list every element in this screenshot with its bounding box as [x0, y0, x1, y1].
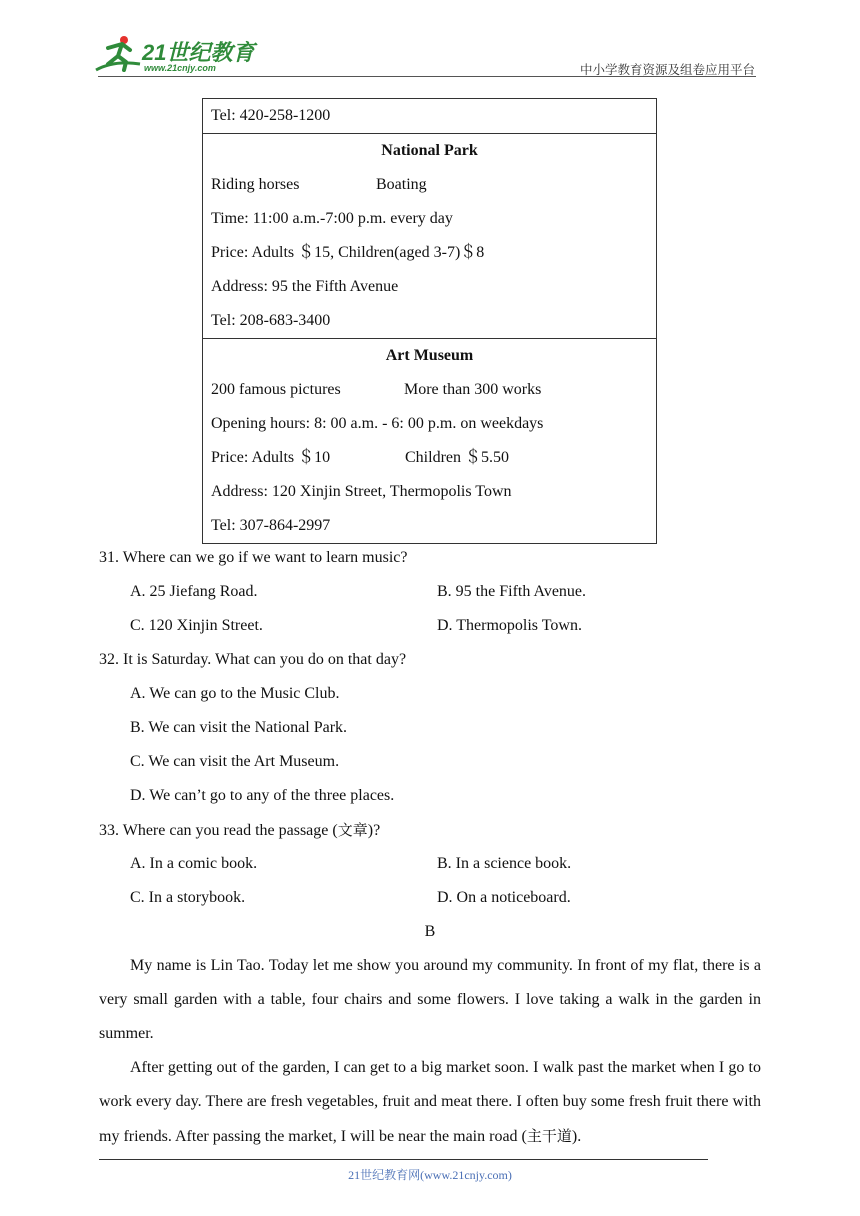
national-park-tel: Tel: 208-683-3400: [211, 312, 331, 329]
question-33-option-b: B. In a science book.: [437, 855, 572, 872]
art-museum-section: [203, 338, 656, 543]
question-31-option-b: B. 95 the Fifth Avenue.: [437, 583, 587, 600]
national-park-address: Address: 95 the Fifth Avenue: [211, 278, 399, 295]
question-33-options-row-2: [99, 881, 761, 915]
question-31-options-row-1: [99, 575, 761, 609]
info-table: [202, 98, 657, 544]
museum-item-2: More than 300 works: [404, 381, 542, 398]
passage-paragraph-2-end: ).: [571, 1128, 582, 1145]
music-club-tel: Tel: 420-258-1200: [211, 107, 331, 124]
museum-item-1: 200 famous pictures: [211, 381, 341, 398]
question-33-stem-start: 33. Where can you read the passage (: [99, 822, 338, 839]
question-32-option-a: A. We can go to the Music Club.: [130, 685, 340, 702]
art-museum-tel: Tel: 307-864-2997: [211, 517, 331, 534]
passage-paragraph-2: [99, 1051, 761, 1154]
question-content: [99, 541, 761, 1154]
question-33-stem-cjk: 文章: [337, 821, 368, 839]
national-park-section: [203, 133, 656, 338]
question-32-option-b: B. We can visit the National Park.: [130, 719, 348, 736]
passage-paragraph-2-text: After getting out of the garden, I can get to a big market soon. I walk past the market when I go to work every day. There are fresh vegetables, fruit and meat there. I often buy some fresh fruit there with my friends. After passing the market, I will be near the main road (: [99, 1059, 761, 1145]
question-32-stem: 32. It is Saturday. What can you do on that day?: [99, 651, 407, 668]
question-33-options-row-1: [99, 847, 761, 881]
question-31-stem: 31. Where can we go if we want to learn music?: [99, 549, 408, 566]
header-divider: [98, 76, 756, 77]
art-museum-hours: Opening hours: 8: 00 a.m. - 6: 00 p.m. on weekdays: [211, 415, 544, 432]
page-header: [0, 0, 860, 80]
question-32-option-d: D. We can’t go to any of the three places.: [130, 787, 395, 804]
site-logo: [94, 34, 264, 78]
question-32-option-c: C. We can visit the Art Museum.: [130, 753, 340, 770]
question-33-option-d: D. On a noticeboard.: [437, 889, 571, 906]
national-park-activities: [211, 168, 648, 202]
question-31-options-row-2: [99, 609, 761, 643]
park-activity-1: Riding horses: [211, 176, 300, 193]
question-31-option-c: C. 120 Xinjin Street.: [130, 617, 263, 634]
question-33-option-c: C. In a storybook.: [130, 889, 246, 906]
footer-text: 21世纪教育网(www.21cnjy.com): [348, 1168, 512, 1182]
art-museum-address: Address: 120 Xinjin Street, Thermopolis Town: [211, 483, 512, 500]
question-31-option-d: D. Thermopolis Town.: [437, 617, 582, 634]
question-33-stem: [99, 813, 761, 847]
national-park-time: Time: 11:00 a.m.-7:00 p.m. every day: [211, 210, 453, 227]
art-museum-items: [211, 373, 648, 407]
art-museum-price: [211, 441, 648, 475]
question-33-stem-end: )?: [367, 822, 381, 839]
national-park-title: National Park: [381, 142, 478, 159]
national-park-price: Price: Adults ＄15, Children(aged 3-7)＄8: [211, 244, 485, 261]
question-33-option-a: A. In a comic book.: [130, 855, 258, 872]
footer-divider: [99, 1159, 708, 1160]
park-activity-2: Boating: [376, 176, 427, 193]
runner-logo-icon: [94, 34, 144, 74]
header-tagline: 中小学教育资源及组卷应用平台: [579, 62, 755, 77]
passage-paragraph-1: My name is Lin Tao. Today let me show you around my community. In front of my flat, there is a very small garden with a table, four chairs and some flowers. I love taking a walk in the garden in summer.: [99, 957, 761, 1042]
art-museum-title: Art Museum: [385, 347, 474, 364]
music-club-section: [203, 99, 656, 133]
logo-text: 21世纪教育: [142, 40, 255, 65]
passage-paragraph-2-cjk: 主干道: [526, 1127, 572, 1145]
museum-price-adults: Price: Adults ＄10: [211, 449, 331, 466]
section-b-heading: B: [424, 923, 436, 940]
question-31-option-a: A. 25 Jiefang Road.: [130, 583, 258, 600]
museum-price-children: Children ＄5.50: [405, 449, 509, 466]
logo-url: www.21cnjy.com: [144, 63, 216, 73]
